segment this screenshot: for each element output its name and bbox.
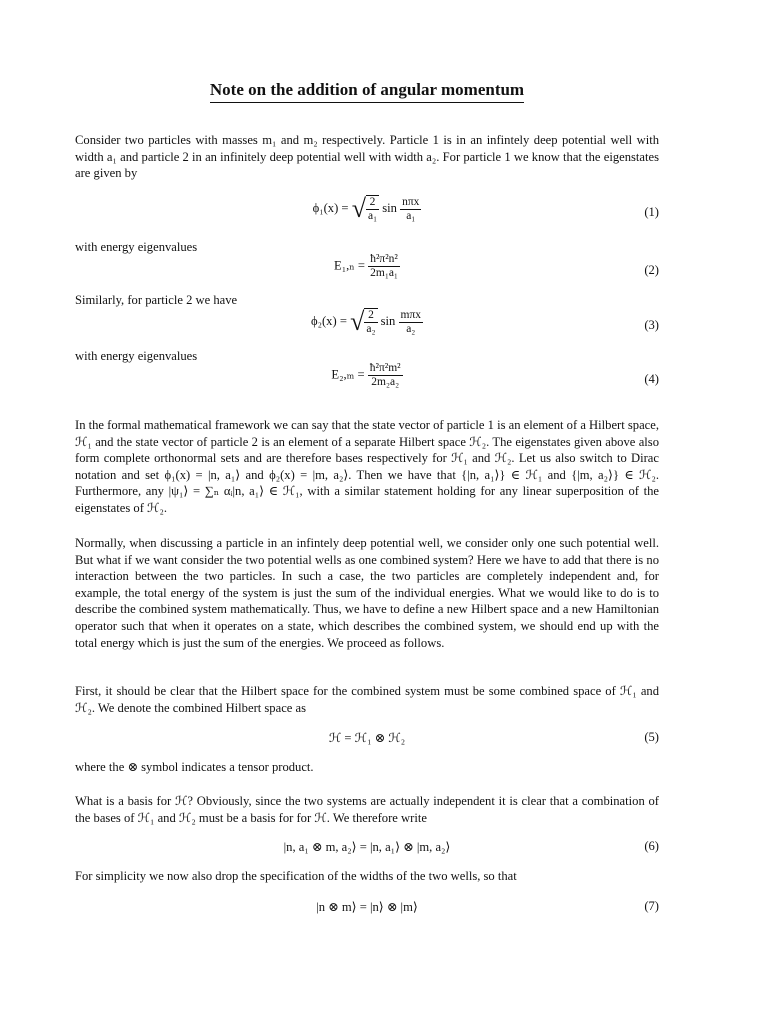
paragraph-energy-1: with energy eigenvalues	[75, 240, 198, 254]
eq5-expression: ℋ = ℋ₁ ⊗ ℋ₂	[328, 731, 406, 745]
eq3-denominator: a₂	[399, 322, 424, 336]
eq1-sqrt: √ $\frac{2}{\text{a₁}}$	[351, 194, 378, 224]
equation-4	[75, 362, 659, 398]
eq3-sqrt: √ $\frac{2}{\text{a₂}}$	[350, 307, 376, 337]
eq1-fraction	[400, 196, 421, 223]
eq6-expression: |n, a₁ ⊗ m, a₂⟩ = |n, a₁⟩ ⊗ |m, a₂⟩	[283, 840, 451, 854]
equation-number-6: (6)	[644, 839, 659, 853]
equation-number-2: (2)	[644, 263, 659, 277]
equation-7	[75, 899, 659, 917]
eq3-numerator: mπx	[400, 308, 422, 321]
eq2-lhs: E₁,ₙ =	[334, 258, 365, 273]
eq3-function: sin	[380, 314, 396, 329]
eq2-numerator: ħ²π²n²	[370, 253, 398, 265]
eq7-expression: |n ⊗ m⟩ = |n⟩ ⊗ |m⟩	[316, 900, 418, 914]
eq4-fraction	[368, 362, 403, 389]
eq4-numerator: ħ²π²m²	[369, 362, 401, 374]
paragraph-tensor-space: First, it should be clear that the Hilbert space for the combined system must be some combined space of ℋ₁ and ℋ₂. We denote the combined Hilbert space as	[75, 684, 659, 715]
eq1-function: sin	[382, 201, 397, 216]
paragraph-simplicity: For simplicity we now also drop the specification of the widths of the two wells, so that	[75, 869, 517, 883]
equation-number-3: (3)	[644, 318, 659, 332]
eq2-denominator: 2m₁a₁	[370, 267, 398, 280]
paragraph-tensor-symbol: where the ⊗ symbol indicates a tensor product.	[75, 760, 314, 774]
equation-2	[75, 253, 659, 289]
eq1-sqrt-denominator: a₁	[367, 210, 378, 223]
eq1-numerator: nπx	[402, 195, 420, 208]
document-title-wrap	[75, 80, 659, 103]
eq1-denominator: a₁	[400, 209, 421, 223]
paragraph-intro: Consider two particles with masses m₁ and m₂ respectively. Particle 1 is in an infintely deep potential well with width a₁ and particle 2 in an infinitely deep potential well with width a₂. For particle 1 we know that the eigenstates are given by	[75, 133, 659, 181]
paragraph-particle-2: Similarly, for particle 2 we have	[75, 293, 238, 307]
equation-3	[75, 308, 659, 344]
document-title: Note on the addition of angular momentum	[210, 80, 524, 103]
equation-number-7: (7)	[644, 899, 659, 913]
equation-number-1: (1)	[644, 205, 659, 219]
eq4-denominator: 2m₂a₂	[368, 375, 403, 389]
eq3-sqrt-denominator: a₂	[366, 323, 376, 336]
eq3-sqrt-numerator: 2	[368, 309, 374, 321]
eq1-lhs: ϕ₁(x) =	[312, 201, 349, 216]
paragraph-basis: What is a basis for ℋ? Obviously, since the two systems are actually independent it is clear that a combination of the bases of ℋ₁ and ℋ₂ must be a basis for for ℋ. We therefore write	[75, 794, 659, 825]
eq3-lhs: ϕ₂(x) =	[310, 314, 347, 329]
eq1-sqrt-numerator: 2	[369, 196, 376, 208]
equation-number-5: (5)	[644, 730, 659, 744]
paragraph-combined-system: Normally, when discussing a particle in an infintely deep potential well, we consider only one such potential well. But what if we want consider the two potential wells as one combined system? Here we have to add that there is no interaction between the two particles. In such a case, the two particles are completely independent and, for example, the total energy of the system is just the sum of the individual energies. What we would like to do is to describe the combined system mathematically. Thus, we have to define a new Hilbert space and a new Hamiltonian operator such that when it operates on a state, which describes the combined system, we should end up with the total energy which is just the sum of the energies. We proceed as follows.	[75, 536, 659, 650]
paragraph-energy-2: with energy eigenvalues	[75, 349, 198, 363]
equation-5	[75, 730, 659, 748]
equation-1	[75, 195, 659, 231]
eq4-lhs: E₂,ₘ =	[331, 367, 365, 382]
paragraph-hilbert-space: In the formal mathematical framework we can say that the state vector of particle 1 is an element of a Hilbert space, ℋ₁ and the state vector of particle 2 is an element of a separate Hilbert space ℋ₂. The eigenstates given above also form complete orthonormal sets and are therefore bases respectively for ℋ₁ and ℋ₂. Let us also switch to Dirac notation and set ϕ₁(x) = |n, a₁⟩ and ϕ₂(x) = |m, a₂⟩. Then we have that {|n, a₁⟩} ∈ ℋ₁ and {|m, a₂⟩} ∈ ℋ₂. Furthermore, any |ψ₁⟩ = ∑ₙ αᵢ|n, a₁⟩ ∈ ℋ₁, with a similar statement holding for any linear superposition of the eigenstates of ℋ₂.	[75, 418, 659, 515]
eq3-fraction	[399, 309, 424, 336]
equation-6	[75, 839, 659, 857]
eq2-fraction	[368, 253, 400, 280]
equation-number-4: (4)	[644, 372, 659, 386]
